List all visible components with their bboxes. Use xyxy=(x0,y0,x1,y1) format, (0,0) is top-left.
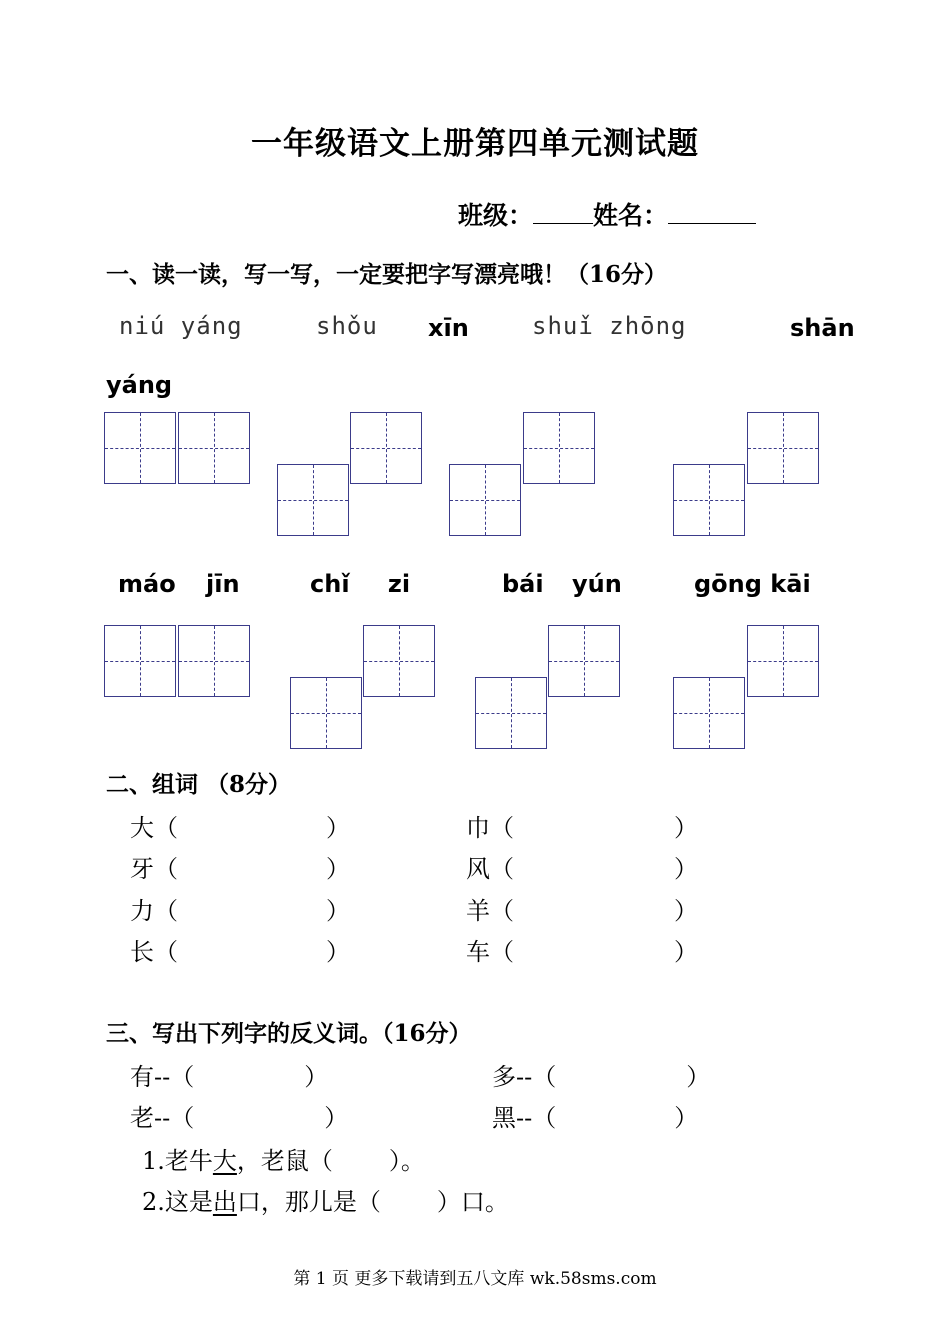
name-blank[interactable] xyxy=(668,201,756,224)
section1-heading: 一、读一读，写一写，一定要把字写漂亮哦！（16分） xyxy=(106,261,668,288)
word-item-left: 力（ ） xyxy=(130,897,350,925)
pinyin-shou: shǒu xyxy=(316,312,378,340)
writing-box[interactable] xyxy=(475,677,547,749)
pinyin-mao-jin: máo jīn xyxy=(118,570,240,598)
writing-box[interactable] xyxy=(178,625,250,697)
section2-heading: 二、组词 （8分） xyxy=(106,771,292,798)
word-item-left: 牙（ ） xyxy=(130,855,350,883)
pinyin-chi-zi: chǐ zi xyxy=(310,570,411,598)
writing-box[interactable] xyxy=(363,625,435,697)
writing-box[interactable] xyxy=(747,412,819,484)
writing-box[interactable] xyxy=(290,677,362,749)
pinyin-shan: shān xyxy=(790,314,855,342)
pinyin-bai-yun: bái yún xyxy=(502,570,622,598)
writing-box[interactable] xyxy=(673,677,745,749)
pinyin-gong-kai: gōng kāi xyxy=(694,570,811,598)
word-item-right: 羊（ ） xyxy=(466,897,698,925)
class-label: 班级： xyxy=(458,201,534,230)
page-footer: 第 1 页 更多下载请到五八文库 wk.58sms.com xyxy=(293,1269,657,1289)
section3-heading: 三、写出下列字的反义词。（16分） xyxy=(106,1020,472,1047)
name-label: 姓名： xyxy=(593,201,669,230)
antonym-item: 老--（ ） xyxy=(130,1104,349,1132)
class-blank[interactable] xyxy=(533,201,593,224)
pinyin-shui-zhong: shuǐ zhōng xyxy=(532,312,687,340)
pinyin-niu-yang: niú yáng xyxy=(119,312,243,340)
writing-box[interactable] xyxy=(673,464,745,536)
writing-box[interactable] xyxy=(548,625,620,697)
word-item-right: 风（ ） xyxy=(466,855,698,883)
antonym-item: 黑--（ ） xyxy=(492,1104,699,1132)
writing-box[interactable] xyxy=(449,464,521,536)
pinyin-xin: xīn xyxy=(428,314,469,342)
antonym-item: 多--（ ） xyxy=(492,1063,711,1091)
word-item-left: 大（ ） xyxy=(130,814,350,842)
word-item-right: 车（ ） xyxy=(466,938,698,966)
writing-box[interactable] xyxy=(104,412,176,484)
antonym-item: 有--（ ） xyxy=(130,1063,329,1091)
antonym-sentence-2: 2.这是出口，那儿是（ ）口。 xyxy=(142,1188,509,1216)
pinyin-yang: yáng xyxy=(106,371,173,399)
writing-box[interactable] xyxy=(178,412,250,484)
student-info xyxy=(458,196,756,232)
writing-box[interactable] xyxy=(523,412,595,484)
antonym-sentence-1: 1.老牛大，老鼠（ ）。 xyxy=(142,1147,425,1175)
word-item-right: 巾（ ） xyxy=(466,814,698,842)
writing-box[interactable] xyxy=(350,412,422,484)
writing-box[interactable] xyxy=(747,625,819,697)
word-item-left: 长（ ） xyxy=(130,938,350,966)
writing-box[interactable] xyxy=(104,625,176,697)
writing-box[interactable] xyxy=(277,464,349,536)
page-title: 一年级语文上册第四单元测试题 xyxy=(251,126,699,162)
